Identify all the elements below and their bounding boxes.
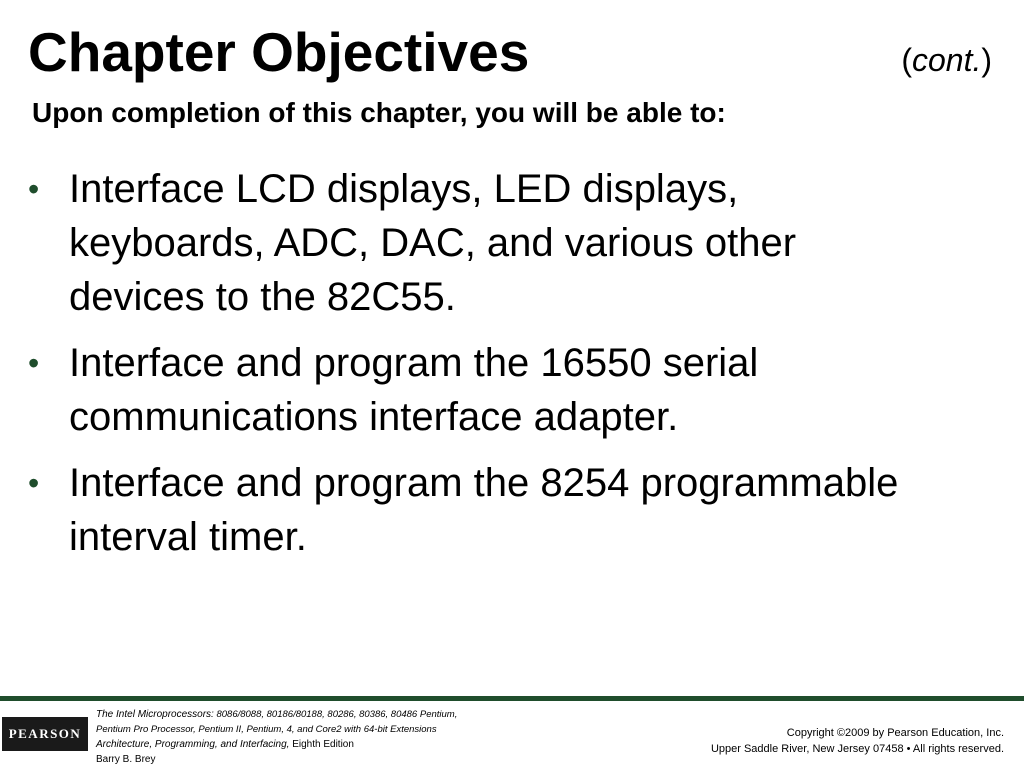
copyright-line-2: Upper Saddle River, New Jersey 07458 • All rights reserved.: [710, 743, 1004, 755]
book-info-line-3: [96, 737, 566, 752]
copyright-line-1: Copyright ©2009 by Pearson Education, Inc.: [786, 727, 1004, 739]
objective-item: [28, 336, 928, 444]
book-subtitle-2: Architecture, Programming, and Interfacing,: [96, 739, 290, 750]
continued-label: [901, 44, 992, 76]
objective-item: [28, 456, 928, 564]
cont-text: cont.: [911, 42, 982, 78]
objective-text: Interface LCD displays, LED displays, keyboards, ADC, DAC, and various other devices to the 82C55.: [69, 167, 797, 319]
book-subtitle: Pentium Pro Processor, Pentium II, Pentium, 4, and Core2 with 64-bit Extensions: [96, 724, 437, 735]
book-author: Barry B. Brey: [96, 754, 156, 765]
bullet-icon: •: [28, 465, 40, 501]
book-info: [96, 707, 566, 767]
objective-item: [28, 162, 928, 324]
copyright-notice: [711, 725, 1004, 757]
pearson-logo: PEARSON: [2, 717, 88, 751]
objective-text: Interface and program the 16550 serial communications interface adapter.: [69, 341, 759, 439]
book-info-line-2: [96, 722, 566, 737]
objective-text: Interface and program the 8254 programmable interval timer.: [69, 461, 899, 559]
footer-divider: [0, 696, 1024, 701]
book-title-cont: 8086/8088, 80186/80188, 80286, 80386, 80486 Pentium,: [213, 709, 458, 720]
bullet-icon: •: [28, 171, 40, 207]
bullet-icon: •: [28, 345, 40, 381]
slide-subtitle: Upon completion of this chapter, you will be able to:: [32, 97, 726, 128]
book-edition: Eighth Edition: [289, 739, 354, 750]
cont-paren-open: (: [901, 42, 912, 78]
book-info-line-1: [96, 707, 566, 722]
objectives-list: [28, 162, 928, 576]
slide-title: Chapter Objectives: [28, 21, 530, 83]
book-title: The Intel Microprocessors:: [96, 709, 214, 720]
cont-paren-close: ): [981, 42, 992, 78]
